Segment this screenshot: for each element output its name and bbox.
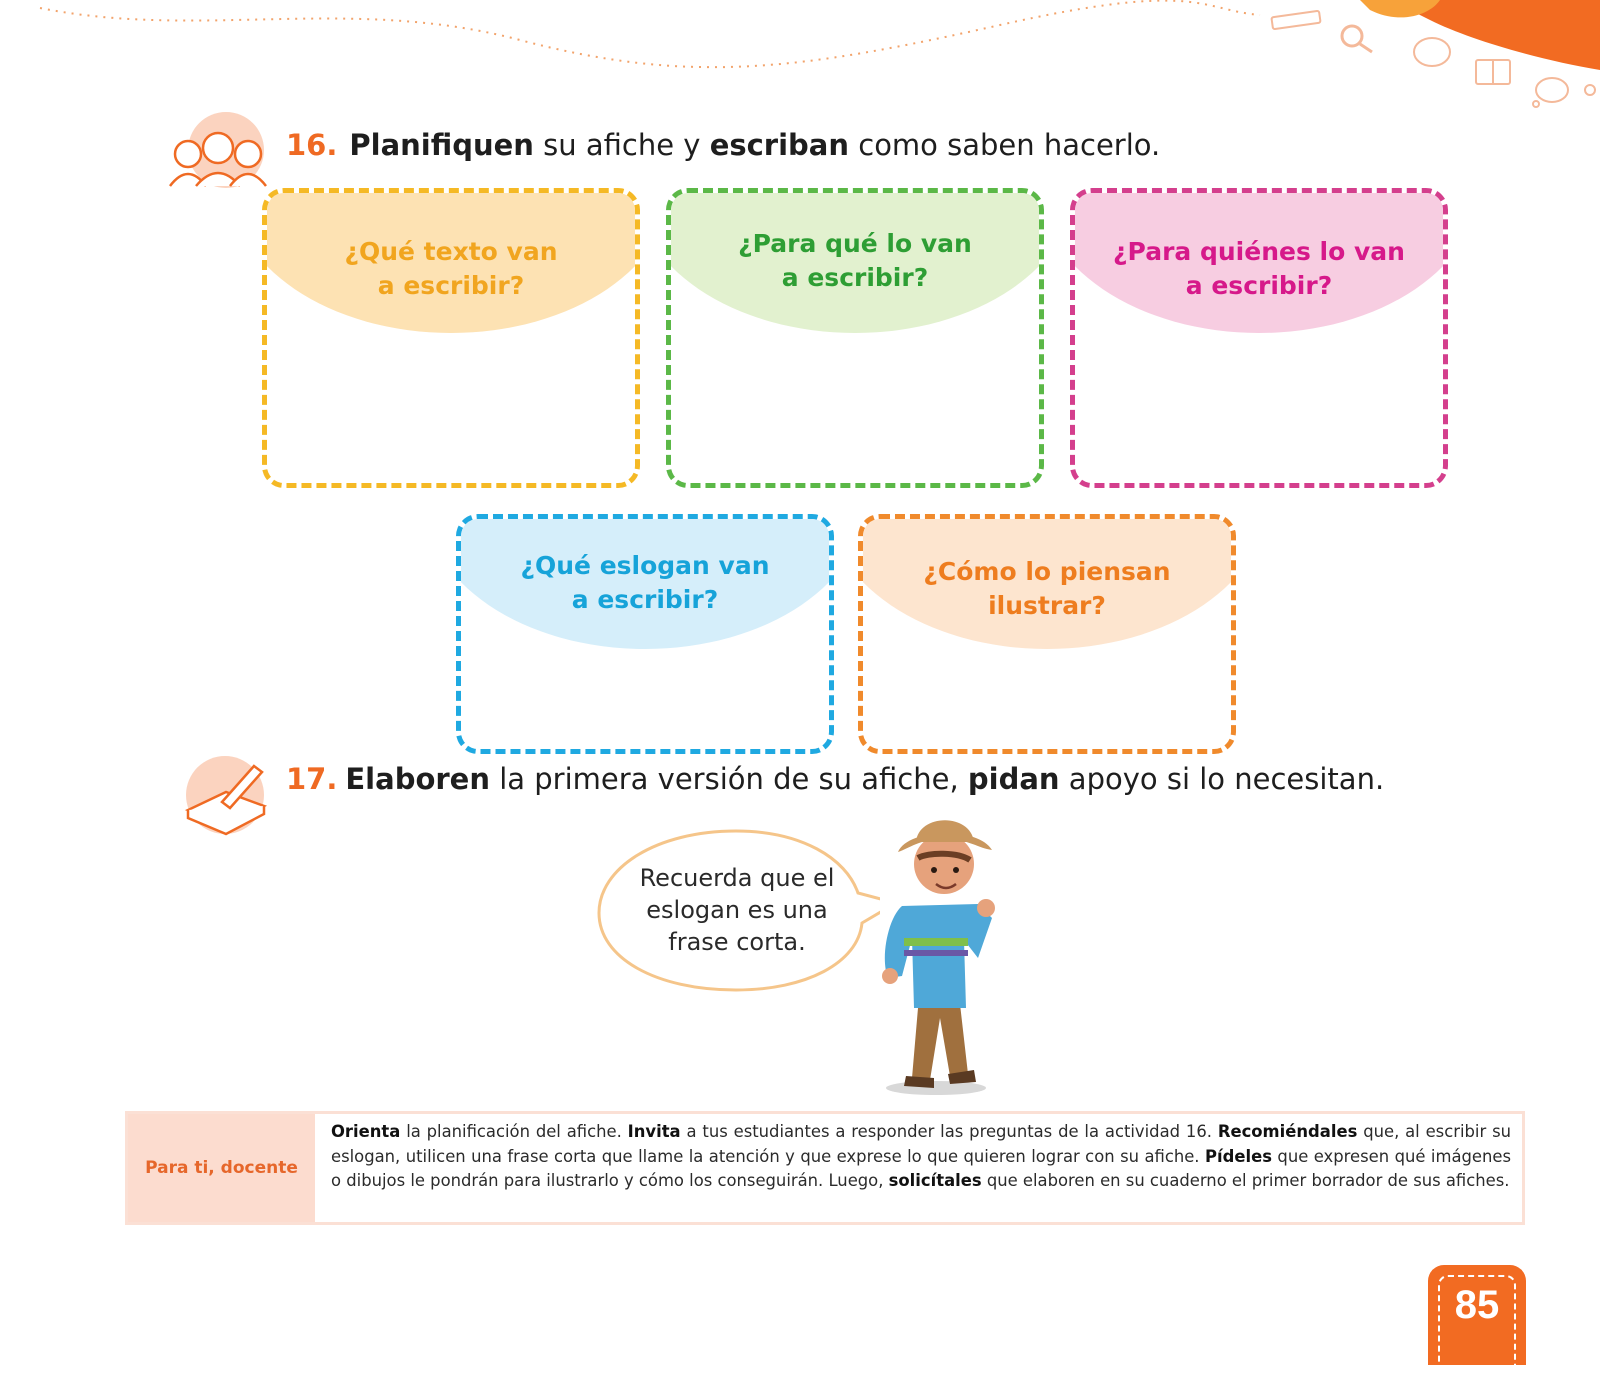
verb-planifiquen: Planifiquen (349, 128, 534, 162)
teacher-note-keyword: Recomiéndales (1217, 1122, 1358, 1141)
teacher-note-keyword: Invita (627, 1122, 681, 1141)
teacher-note-box (125, 1111, 1525, 1225)
thought-cloud-icon (1533, 78, 1595, 107)
notebook-drawing (182, 756, 270, 836)
question-box-illustration[interactable] (858, 514, 1236, 754)
question-box-slogan[interactable] (456, 514, 834, 754)
teacher-note-keyword: Orienta (331, 1122, 401, 1141)
teacher-note-label-cell (128, 1114, 315, 1222)
verb-pidan: pidan (967, 762, 1060, 796)
question-label: ¿Qué eslogan van a escribir? (520, 551, 770, 614)
question-label: ¿Para quiénes lo van a escribir? (1113, 237, 1405, 300)
title-text: como saben hacerlo. (849, 128, 1161, 162)
question-box-purpose[interactable] (666, 188, 1044, 488)
page-number: 85 (1454, 1283, 1500, 1327)
teacher-note-segment: que elaboren en su cuaderno el primer borrador de sus afiches. (981, 1171, 1510, 1190)
question-box-text-type[interactable] (262, 188, 640, 488)
teacher-note-segment: la planificación del afiche. (400, 1122, 628, 1141)
book-icon (1476, 60, 1510, 84)
teacher-note-text (331, 1120, 1511, 1194)
speech-icon (1414, 38, 1450, 66)
activity-17-title (286, 762, 1384, 796)
activity-number: 17. (286, 762, 338, 796)
pencil-icon (1271, 11, 1320, 30)
title-text: apoyo si lo necesitan. (1059, 762, 1385, 796)
question-label: ¿Qué texto van a escribir? (344, 237, 558, 300)
speech-bubble-text: Recuerda que el eslogan es una frase corta. (639, 864, 835, 956)
students-drawing (166, 122, 276, 188)
question-label: ¿Cómo lo piensan ilustrar? (923, 557, 1171, 620)
page-number-tab (1428, 1265, 1526, 1365)
teacher-note-segment: que expresen qué imágenes o dibujos le pondrán para ilustrarlo y cómo los conseguirán. Luego, (331, 1146, 1511, 1190)
verb-elaboren: Elaboren (345, 762, 490, 796)
teacher-note-keyword: solicítales (888, 1171, 982, 1190)
magnifier-icon (1342, 26, 1372, 52)
teacher-note-label: Para ti, docente (145, 1158, 298, 1178)
activity-16-title (286, 128, 1160, 162)
question-box-audience[interactable] (1070, 188, 1448, 488)
header-decoration (0, 0, 1600, 120)
teacher-note-segment: que, al escribir su eslogan, utilicen una frase corta que llame la atención y que exprese lo que quieren lograr con su afiche. (331, 1122, 1512, 1166)
title-text: su afiche y (533, 128, 710, 162)
title-text: la primera versión de su afiche, (490, 762, 968, 796)
teacher-note-segment: a tus estudiantes a responder las preguntas de la actividad 16. (680, 1122, 1218, 1141)
teacher-note-keyword: Pídeles (1204, 1146, 1272, 1166)
activity-number: 16. (286, 128, 338, 162)
boy-with-hat-illustration (858, 808, 1018, 1098)
question-label: ¿Para qué lo van a escribir? (738, 229, 972, 292)
verb-escriban: escriban (709, 128, 850, 162)
